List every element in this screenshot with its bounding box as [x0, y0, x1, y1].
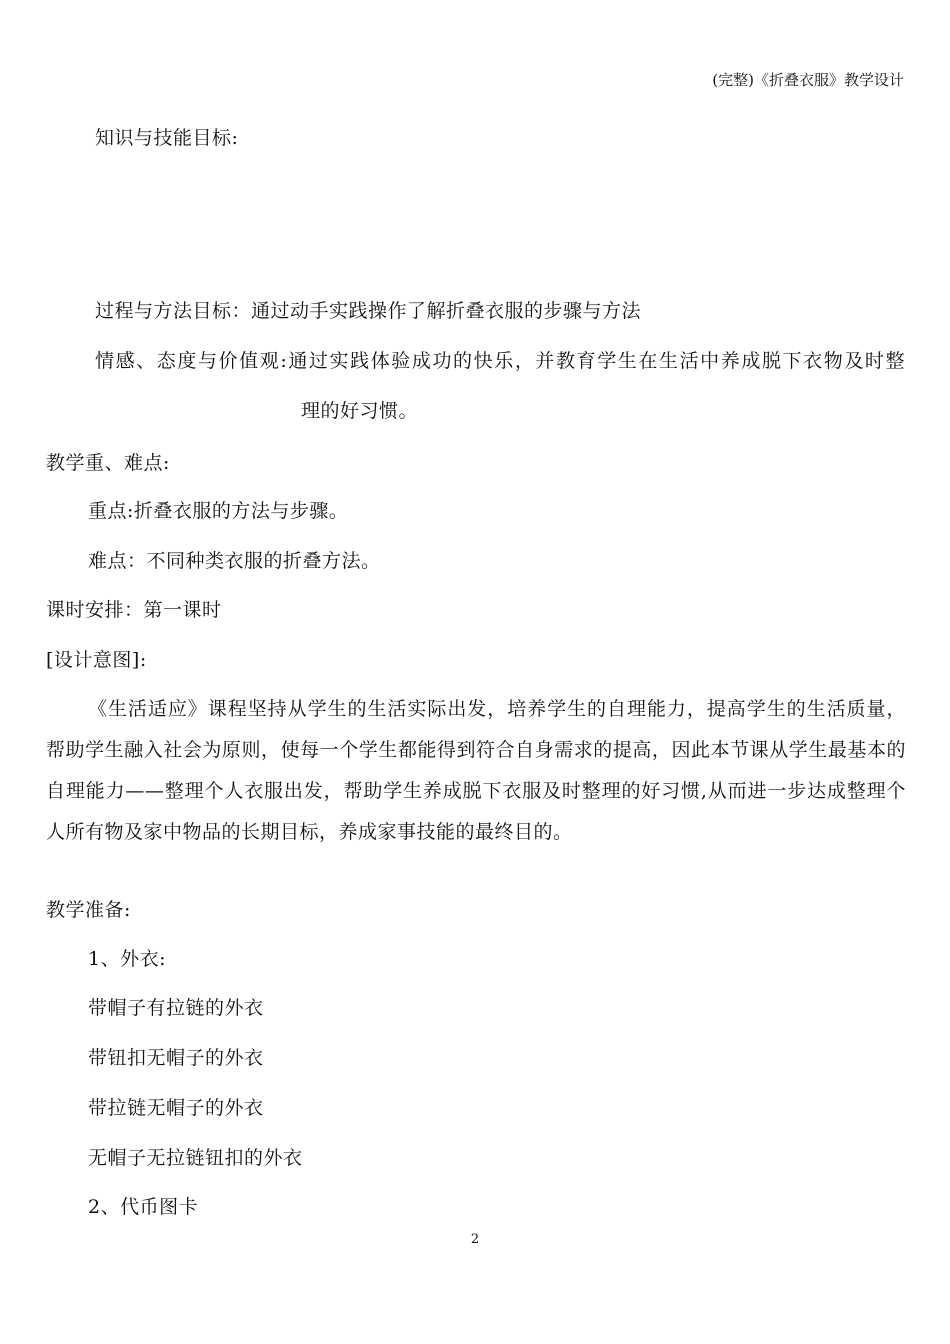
page-number: 2 [470, 1232, 480, 1247]
knowledge-objective: 知识与技能目标: [95, 127, 239, 149]
preparation-heading: 教学准备: [46, 899, 131, 921]
design-intent-body: 《生活适应》课程坚持从学生的生活实际出发，培养学生的自理能力，提高学生的生活质量，帮助学生融入社会为原则，使每一个学生都能得到符合自身需求的提高，因此本节课从学生最基本的自理能力——整理个人衣服出发，帮助学生养成脱下衣服及时整理的好习惯,从而进一步达成整理个人所有物及家中物品的长期目标，养成家事技能的最终目的。 [46, 698, 906, 843]
key-points-heading: 教学重、难点: [46, 452, 170, 474]
preparation-subitem: 带钮扣无帽子的外衣 [88, 1047, 264, 1069]
design-intent-heading: [设计意图]: [46, 649, 147, 671]
preparation-item-1: 1、外衣: [88, 948, 166, 970]
emotion-objective-line1: 情感、态度与价值观:通过实践体验成功的快乐，并教育学生在生活中养成脱下衣物及时整 [95, 350, 905, 372]
class-schedule: 课时安排：第一课时 [46, 599, 222, 621]
key-point: 重点:折叠衣服的方法与步骤。 [88, 500, 349, 522]
preparation-item-2: 2、代币图卡 [88, 1196, 199, 1218]
difficulty-point: 难点：不同种类衣服的折叠方法。 [88, 550, 381, 572]
page-header: (完整)《折叠衣服》教学设计 [712, 71, 904, 89]
preparation-subitem: 无帽子无拉链钮扣的外衣 [88, 1147, 303, 1169]
preparation-subitem: 带帽子有拉链的外衣 [88, 997, 264, 1019]
process-objective: 过程与方法目标：通过动手实践操作了解折叠衣服的步骤与方法 [95, 300, 642, 322]
preparation-subitem: 带拉链无帽子的外衣 [88, 1097, 264, 1119]
emotion-objective-line2: 理的好习惯。 [301, 400, 419, 422]
